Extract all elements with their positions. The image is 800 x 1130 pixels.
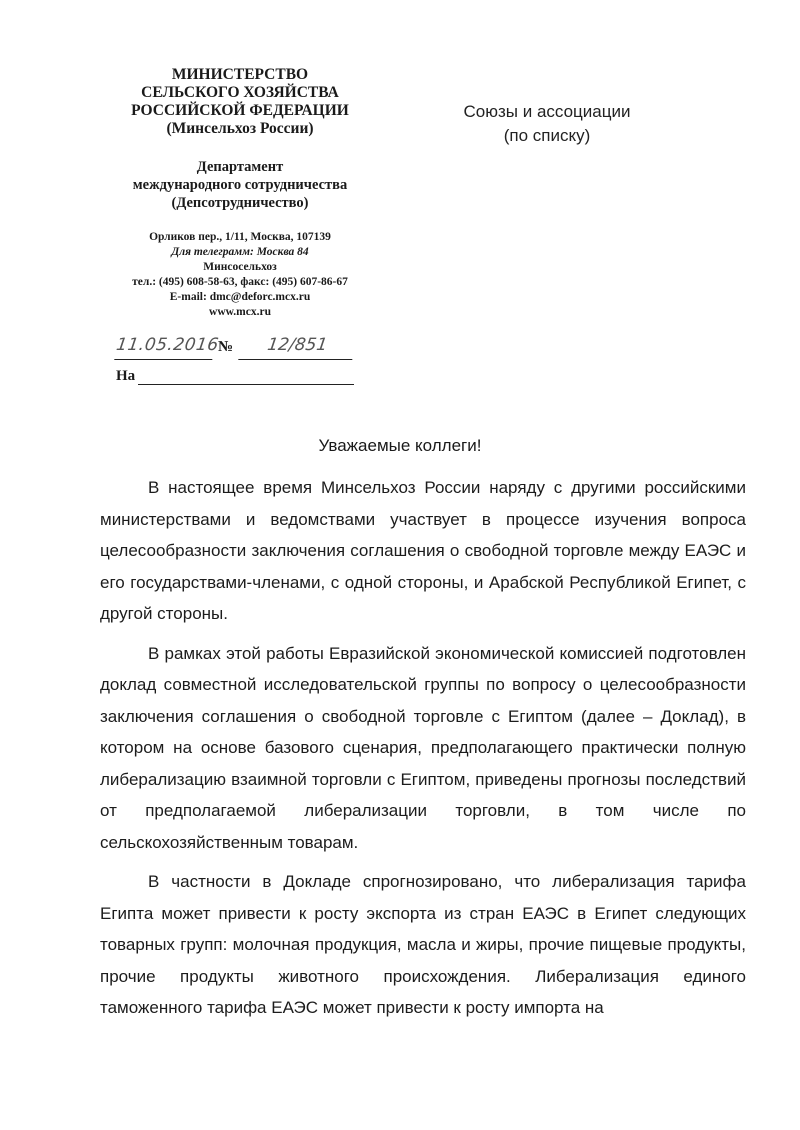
phone-fax: тел.: (495) 608-58-63, факс: (495) 607-86-67 xyxy=(132,276,348,288)
address: Орликов пер., 1/11, Москва, 107139 xyxy=(149,231,331,243)
ministry-line: РОССИЙСКОЙ ФЕДЕРАЦИИ xyxy=(131,102,349,119)
paragraph: В частности в Докладе спрогнозировано, что либерализация тарифа Египта может привести к росту экспорта из стран ЕАЭС в Египет следующих товарных групп: молочная продукция, масла и жиры, прочие пищевые продукты, прочие продукты животного происхождения. Либерализация единого таможенного тарифа ЕАЭС может привести к росту импорта на xyxy=(100,872,746,1017)
paragraph: В рамках этой работы Евразийской экономической комиссией подготовлен доклад совместной исследовательской группы по вопросу о целесообразности заключения соглашения о свободной торговле с Египтом (далее – Доклад), в котором на основе базового сценария, предполагающего практически полную либерализацию взаимной торговли с Египтом, приведены прогнозы последствий от предполагаемой либерализации торговли, в том числе по сельскохозяйственным товарам. xyxy=(100,643,746,852)
department-line: международного сотрудничества xyxy=(132,177,348,193)
ministry-name xyxy=(100,66,380,138)
telegram-address: Для телеграмм: Москва 84 xyxy=(171,246,309,258)
reference-field xyxy=(138,368,354,385)
letterhead xyxy=(100,66,380,320)
recipient-line: Союзы и ассоциации xyxy=(463,102,631,121)
department-line: Департамент xyxy=(196,159,284,175)
recipient-line: (по списку) xyxy=(503,126,591,145)
department-short-name: (Депсотрудничество) xyxy=(171,195,309,211)
email: E-mail: dmc@deforc.mcx.ru xyxy=(169,291,311,303)
contact-details xyxy=(100,230,380,320)
recipient xyxy=(452,100,642,148)
reference-line xyxy=(116,368,356,388)
salutation: Уважаемые коллеги! xyxy=(318,436,482,455)
number-label: № xyxy=(218,339,234,355)
ministry-line: МИНИСТЕРСТВО xyxy=(171,66,309,83)
letter-body xyxy=(100,472,746,1032)
registration-line xyxy=(116,335,356,361)
reference-label: На xyxy=(116,368,136,384)
registration-date: 11.05.2016 xyxy=(114,335,216,360)
website: www.mcx.ru xyxy=(209,306,271,318)
ministry-short-name: (Минсельхоз России) xyxy=(166,120,314,137)
paragraph: В настоящее время Минсельхоз России наряду с другими российскими министерствами и ведомствами участвует в процессе изучения вопроса целесообразности заключения соглашения о свободной торговле между ЕАЭС и его государствами-членами, с одной стороны, и Арабской Республикой Египет, с другой стороны. xyxy=(100,478,746,623)
ministry-line: СЕЛЬСКОГО ХОЗЯЙСТВА xyxy=(141,84,339,101)
telegram-name: Минсосельхоз xyxy=(203,261,277,273)
registration-number: 12/851 xyxy=(238,335,356,360)
department-name xyxy=(100,158,380,212)
